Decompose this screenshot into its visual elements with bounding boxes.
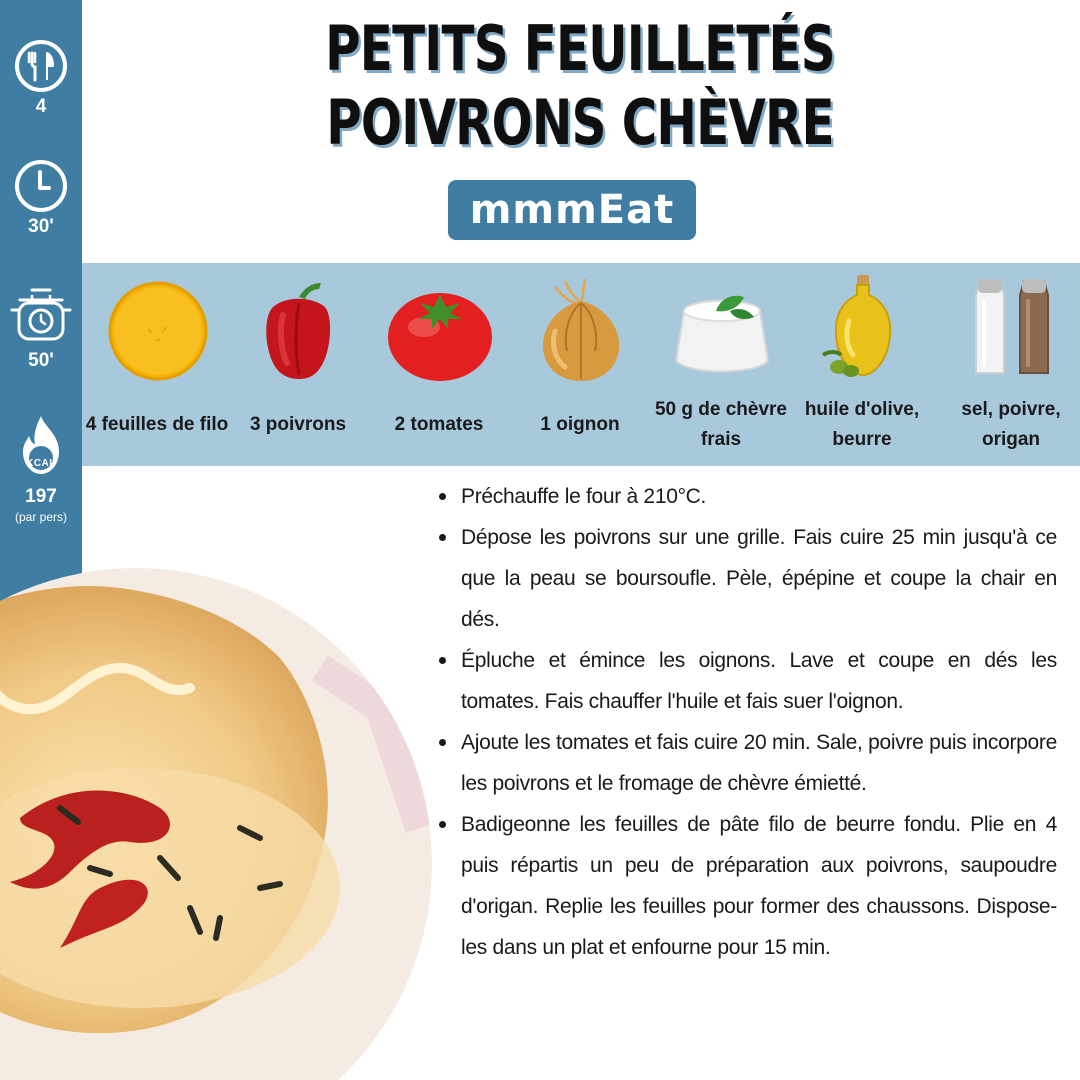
ingredient-olive-oil [787,263,937,466]
servings-value: 4 [35,96,47,117]
ingredient-label: huile d'olive, beurre [804,399,920,450]
filo-sheet-icon [82,271,232,383]
red-pepper-icon [223,271,373,383]
recipe-title: PETITS FEUILLETÉS POIVRONS CHÈVRE [325,12,835,159]
cook-time-value: 50' [28,350,54,371]
prep-time-stat [0,158,82,238]
calories-stat [0,412,82,524]
ingredient-peppers [223,263,373,466]
ingredients-band [82,263,1080,466]
step-item: Préchauffe le four à 210°C. [437,476,1057,517]
pressure-cooker-icon [8,282,74,348]
step-item: Badigeonne les feuilles de pâte filo de beurre fondu. Plie en 4 puis répartis un peu de préparation aux poivrons, saupoudre d'origan. Replie les feuilles pour former des chaussons. Dispose-les dans un plat et enfourne pour 15 min. [437,804,1057,968]
olive-oil-icon [787,271,937,383]
ingredient-label: 50 g de chèvre frais [654,399,788,450]
calories-unit: (par pers) [14,510,67,524]
ingredient-tomatoes [364,263,514,466]
cook-time-stat [0,282,82,372]
salt-pepper-icon [936,271,1080,383]
goat-cheese-icon [646,271,796,383]
ingredient-label: 3 poivrons [249,414,347,435]
ingredient-onion [505,263,655,466]
tomato-icon [364,271,514,383]
ingredient-label: 4 feuilles de filo [85,414,229,435]
step-item: Dépose les poivrons sur une grille. Fais cuire 25 min jusqu'à ce que la peau se boursoufle. Pèle, épépine et coupe la chair en dés. [437,517,1057,640]
ingredient-label: sel, poivre, origan [961,399,1061,450]
ingredient-label: 2 tomates [394,414,484,435]
brand-logo: mmmEat [448,180,696,240]
ingredient-filo [82,263,232,466]
ingredient-salt-pepper [936,263,1080,466]
flame-icon [8,412,74,484]
cutlery-icon [13,38,69,94]
servings-stat [0,38,82,118]
ingredient-goat-cheese [646,263,796,466]
step-item: Épluche et émince les oignons. Lave et coupe en dés les tomates. Fais chauffer l'huile et fais suer l'oignon. [437,640,1057,722]
onion-icon [505,271,655,383]
food-photo [0,568,432,1080]
recipe-stats-sidebar [0,0,82,620]
ingredient-label: 1 oignon [540,414,620,435]
clock-icon [13,158,69,214]
prep-time-value: 30' [28,216,54,237]
calories-value: 197 [25,486,57,507]
kcal-badge-label: KCAL [26,458,56,469]
preparation-steps [437,476,1057,968]
step-item: Ajoute les tomates et fais cuire 20 min. Sale, poivre puis incorpore les poivrons et le fromage de chèvre émietté. [437,722,1057,804]
